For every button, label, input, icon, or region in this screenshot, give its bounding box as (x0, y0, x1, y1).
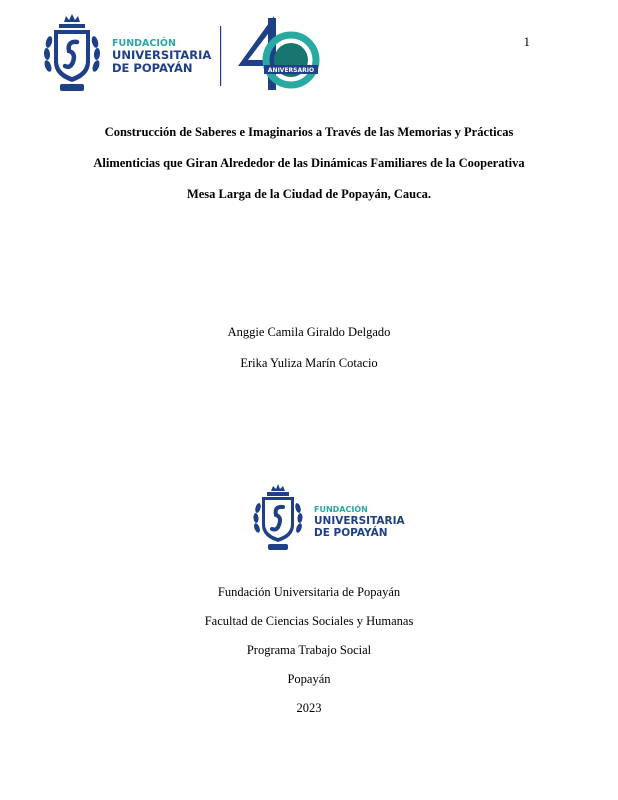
logo-line-2: UNIVERSITARIA (314, 515, 405, 527)
title-line: Mesa Larga de la Ciudad de Popayán, Cauca. (186, 187, 432, 201)
shield-logo (43, 14, 101, 91)
institution-block (0, 578, 618, 723)
center-institution-logo (252, 484, 405, 554)
header-logos (42, 14, 322, 96)
year: 2023 (296, 701, 322, 715)
document-title (60, 117, 558, 210)
page-number: 1 (523, 34, 530, 49)
title-line: Alimenticias que Giran Alrededor de las Dinámicas Familiares de la Cooperativa (93, 156, 525, 170)
shield-logo (253, 484, 303, 550)
program-name: Programa Trabajo Social (246, 643, 372, 657)
logo-line-3: DE POPAYÁN (314, 527, 388, 539)
logo-line-3: DE POPAYÁN (112, 61, 193, 75)
author-name: Erika Yuliza Marín Cotacio (240, 356, 378, 370)
title-line: Construcción de Saberes e Imaginarios a Través de las Memorias y Prácticas (104, 125, 514, 139)
authors (0, 317, 618, 379)
logo-line-1: FUNDACIÓN (314, 505, 368, 514)
author-name: Anggie Camila Giraldo Delgado (227, 325, 391, 339)
logo-line-1: FUNDACIÓN (112, 38, 176, 49)
city: Popayán (287, 672, 331, 686)
faculty-name: Facultad de Ciencias Sociales y Humanas (204, 614, 414, 628)
logo-line-2: UNIVERSITARIA (112, 48, 212, 62)
logo-divider (220, 26, 221, 86)
anniversary-label: ANIVERSARIO (267, 67, 315, 74)
anniversary-40-logo (238, 16, 318, 90)
institution-name: Fundación Universitaria de Popayán (217, 585, 401, 599)
